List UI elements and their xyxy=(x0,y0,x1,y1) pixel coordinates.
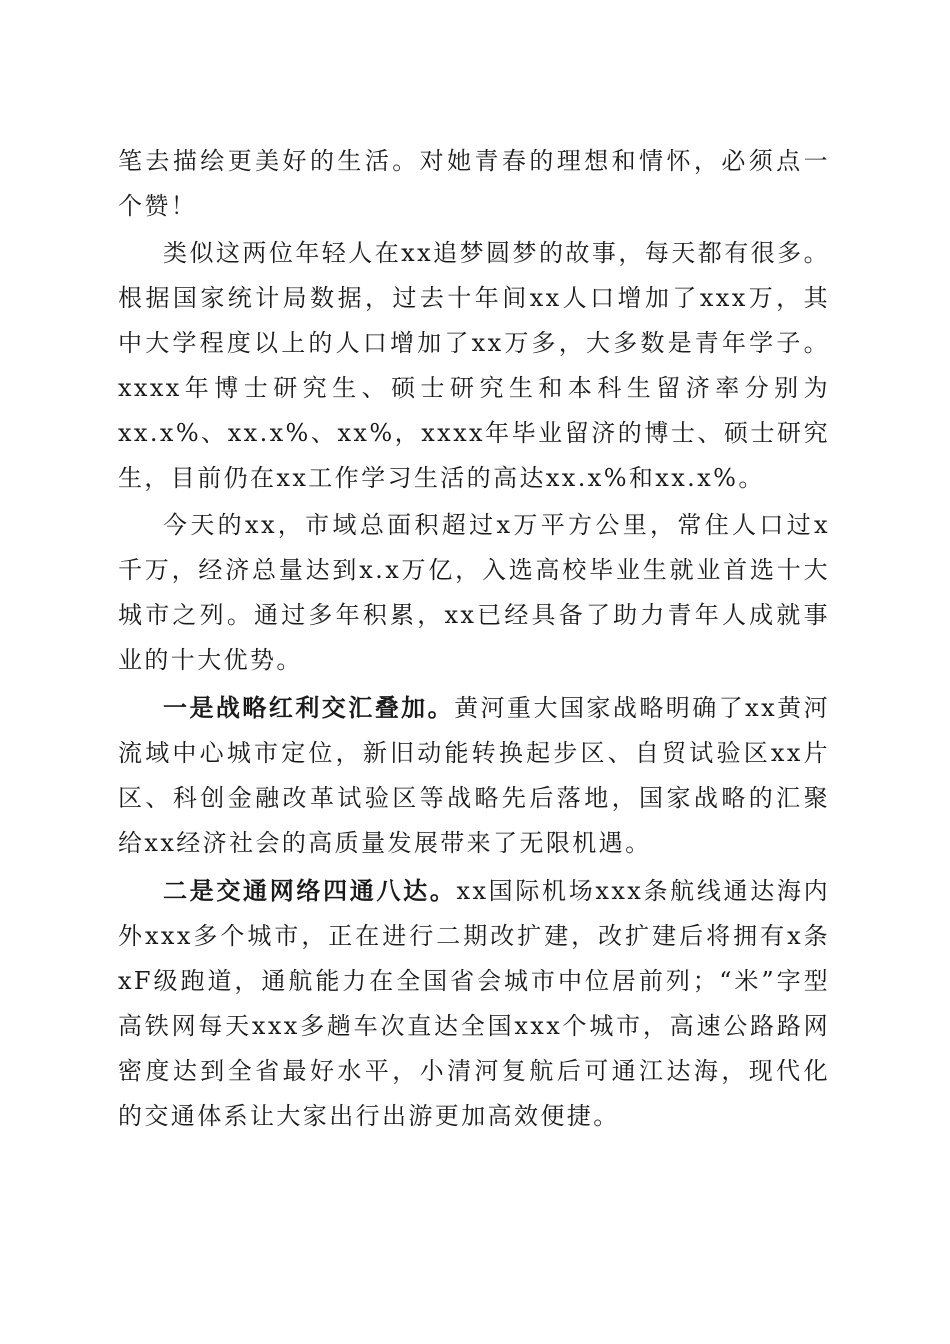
paragraph-text: 类似这两位年轻人在xx追梦圆梦的故事，每天都有很多。根据国家统计局数据，过去十年间xx人口增加了xxx万，其中大学程度以上的人口增加了xx万多，大多数是青年学子。xxxx年博士研究生、硕士研究生和本科生留济率分别为xx.x%、xx.x%、xx%，xxxx年毕业留济的博士、硕士研究生，目前仍在xx工作学习生活的高达xx.x%和xx.x%。 xyxy=(118,239,830,492)
paragraph-continuation xyxy=(118,139,830,229)
paragraph-text: 笔去描绘更美好的生活。对她青春的理想和情怀，必须点一个赞！ xyxy=(118,147,830,220)
paragraph-advantage-2 xyxy=(118,868,830,1139)
paragraph-advantage-1 xyxy=(118,685,830,866)
paragraph-city-overview xyxy=(118,503,830,683)
paragraph-heading: 二是交通网络四通八达。 xyxy=(163,876,457,905)
paragraph-text: 今天的xx，市域总面积超过x万平方公里，常住人口过x千万，经济总量达到x.x万亿，入选高校毕业生就业首选十大城市之列。通过多年积累，xx已经具备了助力青年人成就事业的十大优势。 xyxy=(118,511,830,674)
document-body xyxy=(118,139,830,1141)
paragraph-text: xx国际机场xxx条航线通达海内外xxx多个城市，正在进行二期改扩建，改扩建后将拥有x条xF级跑道，通航能力在全国省会城市中位居前列；“米”字型高铁网每天xxx多趟车次直达全国xxx个城市，高速公路路网密度达到全省最好水平，小清河复航后可通江达海，现代化的交通体系让大家出行出游更加高效便捷。 xyxy=(118,877,830,1130)
paragraph-text: 黄河重大国家战略明确了xx黄河流域中心城市定位，新旧动能转换起步区、自贸试验区xx片区、科创金融改革试验区等战略先后落地，国家战略的汇聚给xx经济社会的高质量发展带来了无限机遇。 xyxy=(118,694,830,857)
paragraph-youth-stories xyxy=(118,231,830,501)
paragraph-heading: 一是战略红利交汇叠加。 xyxy=(163,693,455,722)
